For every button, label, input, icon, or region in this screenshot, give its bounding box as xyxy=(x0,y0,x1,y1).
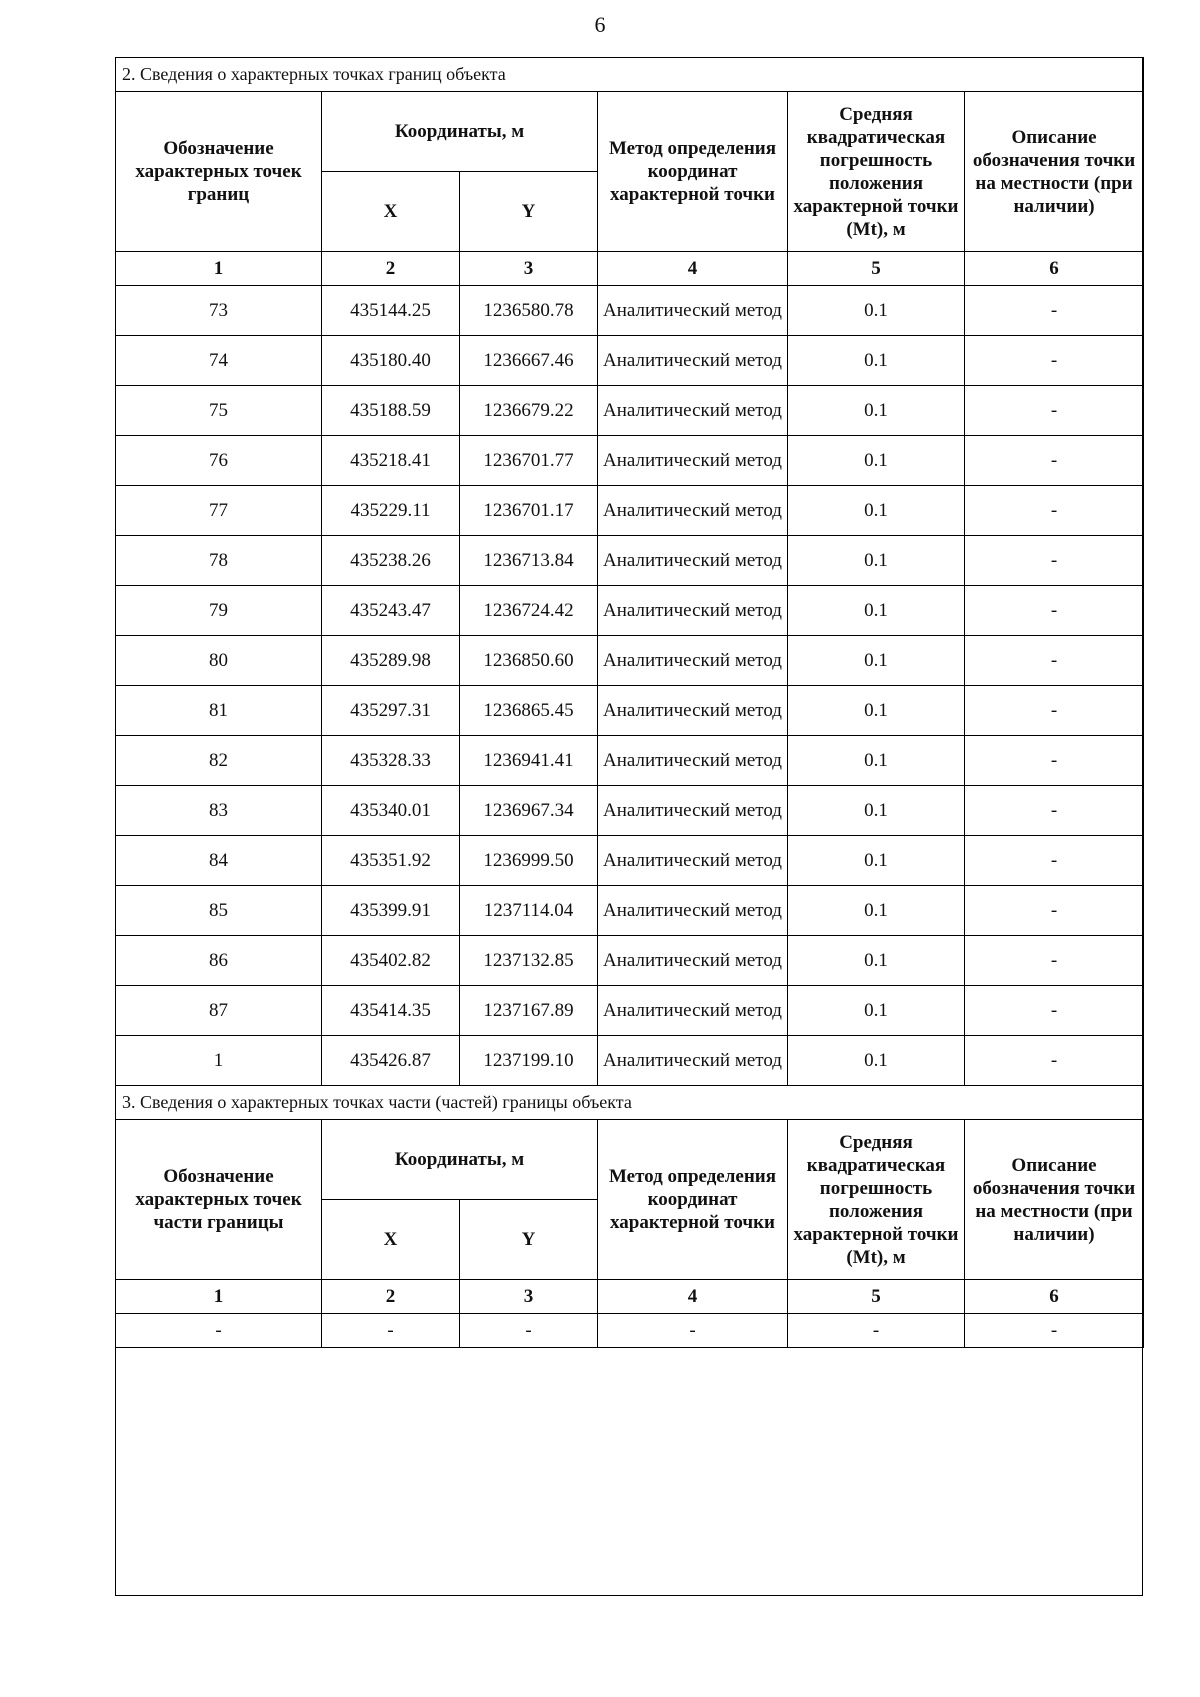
coordinate-y: 1236667.46 xyxy=(460,336,598,386)
section-2-title: 2. Сведения о характерных точках границ объекта xyxy=(116,58,1144,92)
coordinate-y: 1236967.34 xyxy=(460,786,598,836)
point-description: - xyxy=(965,1036,1144,1086)
mean-square-error: 0.1 xyxy=(788,536,965,586)
table-row xyxy=(116,1314,1144,1348)
coordinate-y: 1237167.89 xyxy=(460,986,598,1036)
coordinate-x: 435243.47 xyxy=(322,586,460,636)
method: Аналитический метод xyxy=(598,536,788,586)
coordinate-x: 435328.33 xyxy=(322,736,460,786)
point-description: - xyxy=(965,1314,1144,1348)
coordinate-y: 1236941.41 xyxy=(460,736,598,786)
coordinate-x: 435238.26 xyxy=(322,536,460,586)
point-designation: 85 xyxy=(116,886,322,936)
column-number: 6 xyxy=(965,1280,1144,1314)
method: Аналитический метод xyxy=(598,636,788,686)
point-description: - xyxy=(965,536,1144,586)
table-row xyxy=(116,786,1144,836)
method: Аналитический метод xyxy=(598,486,788,536)
mean-square-error: 0.1 xyxy=(788,986,965,1036)
table-row xyxy=(116,686,1144,736)
point-description: - xyxy=(965,886,1144,936)
coordinate-y: 1237114.04 xyxy=(460,886,598,936)
coordinate-x: 435297.31 xyxy=(322,686,460,736)
point-designation: 87 xyxy=(116,986,322,1036)
coordinate-y: 1236580.78 xyxy=(460,286,598,336)
point-description: - xyxy=(965,686,1144,736)
point-description: - xyxy=(965,736,1144,786)
coordinate-x: 435229.11 xyxy=(322,486,460,536)
method: Аналитический метод xyxy=(598,286,788,336)
point-designation: 74 xyxy=(116,336,322,386)
coordinate-x: 435426.87 xyxy=(322,1036,460,1086)
method: Аналитический метод xyxy=(598,336,788,386)
coordinate-x: - xyxy=(322,1314,460,1348)
point-designation: 75 xyxy=(116,386,322,436)
table-row xyxy=(116,286,1144,336)
mean-square-error: 0.1 xyxy=(788,786,965,836)
point-designation: 76 xyxy=(116,436,322,486)
method: Аналитический метод xyxy=(598,436,788,486)
mean-square-error: 0.1 xyxy=(788,436,965,486)
header-y: Y xyxy=(460,172,598,252)
method: Аналитический метод xyxy=(598,586,788,636)
mean-square-error: 0.1 xyxy=(788,286,965,336)
header-point: Обозначение характерных точек границ xyxy=(116,92,322,252)
method: Аналитический метод xyxy=(598,686,788,736)
table-row xyxy=(116,836,1144,886)
table-row xyxy=(116,536,1144,586)
table-row xyxy=(116,486,1144,536)
method: Аналитический метод xyxy=(598,986,788,1036)
point-designation: 78 xyxy=(116,536,322,586)
coordinate-x: 435289.98 xyxy=(322,636,460,686)
method: Аналитический метод xyxy=(598,936,788,986)
coordinate-y: 1236713.84 xyxy=(460,536,598,586)
point-description: - xyxy=(965,636,1144,686)
point-description: - xyxy=(965,836,1144,886)
coordinate-x: 435351.92 xyxy=(322,836,460,886)
point-description: - xyxy=(965,436,1144,486)
header-description: Описание обозначения точки на местности (при наличии) xyxy=(965,92,1144,252)
coordinate-x: 435340.01 xyxy=(322,786,460,836)
coordinate-y: 1237199.10 xyxy=(460,1036,598,1086)
method: Аналитический метод xyxy=(598,786,788,836)
point-designation: 80 xyxy=(116,636,322,686)
point-description: - xyxy=(965,286,1144,336)
column-number: 2 xyxy=(322,252,460,286)
table-row xyxy=(116,586,1144,636)
point-designation: 79 xyxy=(116,586,322,636)
mean-square-error: 0.1 xyxy=(788,686,965,736)
column-number: 5 xyxy=(788,1280,965,1314)
point-designation: 77 xyxy=(116,486,322,536)
header-coords: Координаты, м xyxy=(322,92,598,172)
coordinate-y: 1236679.22 xyxy=(460,386,598,436)
coordinate-x: 435402.82 xyxy=(322,936,460,986)
header-method: Метод определения координат характерной точки xyxy=(598,1120,788,1280)
method: Аналитический метод xyxy=(598,386,788,436)
point-description: - xyxy=(965,386,1144,436)
coordinate-y: 1237132.85 xyxy=(460,936,598,986)
column-number: 6 xyxy=(965,252,1144,286)
coordinate-x: 435399.91 xyxy=(322,886,460,936)
table-row xyxy=(116,936,1144,986)
header-error: Средняя квадратическая погрешность положения характерной точки (Mt), м xyxy=(788,1120,965,1280)
point-designation: 82 xyxy=(116,736,322,786)
column-number: 2 xyxy=(322,1280,460,1314)
table-row xyxy=(116,636,1144,686)
table-row xyxy=(116,386,1144,436)
header-error: Средняя квадратическая погрешность положения характерной точки (Mt), м xyxy=(788,92,965,252)
point-designation: 86 xyxy=(116,936,322,986)
mean-square-error: 0.1 xyxy=(788,886,965,936)
header-coords: Координаты, м xyxy=(322,1120,598,1200)
table-row xyxy=(116,736,1144,786)
header-y: Y xyxy=(460,1200,598,1280)
column-number: 4 xyxy=(598,1280,788,1314)
mean-square-error: 0.1 xyxy=(788,486,965,536)
section-3-title: 3. Сведения о характерных точках части (частей) границы объекта xyxy=(116,1086,1144,1120)
point-description: - xyxy=(965,986,1144,1036)
coordinate-x: 435414.35 xyxy=(322,986,460,1036)
mean-square-error: 0.1 xyxy=(788,936,965,986)
table-row xyxy=(116,1036,1144,1086)
column-number: 3 xyxy=(460,252,598,286)
point-description: - xyxy=(965,586,1144,636)
header-description: Описание обозначения точки на местности (при наличии) xyxy=(965,1120,1144,1280)
method: Аналитический метод xyxy=(598,736,788,786)
coordinate-x: 435218.41 xyxy=(322,436,460,486)
point-description: - xyxy=(965,486,1144,536)
point-designation: 73 xyxy=(116,286,322,336)
mean-square-error: 0.1 xyxy=(788,336,965,386)
point-description: - xyxy=(965,786,1144,836)
table-row xyxy=(116,436,1144,486)
column-number: 3 xyxy=(460,1280,598,1314)
mean-square-error: - xyxy=(788,1314,965,1348)
point-designation: 1 xyxy=(116,1036,322,1086)
boundary-points-table xyxy=(115,57,1144,1086)
coordinate-x: 435180.40 xyxy=(322,336,460,386)
coordinate-x: 435144.25 xyxy=(322,286,460,336)
coordinate-y: 1236999.50 xyxy=(460,836,598,886)
method: - xyxy=(598,1314,788,1348)
column-number: 4 xyxy=(598,252,788,286)
mean-square-error: 0.1 xyxy=(788,836,965,886)
point-designation: 83 xyxy=(116,786,322,836)
header-x: X xyxy=(322,172,460,252)
table-row xyxy=(116,986,1144,1036)
point-designation: 81 xyxy=(116,686,322,736)
mean-square-error: 0.1 xyxy=(788,1036,965,1086)
column-number: 1 xyxy=(116,252,322,286)
method: Аналитический метод xyxy=(598,1036,788,1086)
method: Аналитический метод xyxy=(598,886,788,936)
coordinate-y: 1236701.77 xyxy=(460,436,598,486)
column-number: 5 xyxy=(788,252,965,286)
page-number: 6 xyxy=(594,12,606,37)
mean-square-error: 0.1 xyxy=(788,636,965,686)
coordinate-y: 1236724.42 xyxy=(460,586,598,636)
coordinate-y: 1236865.45 xyxy=(460,686,598,736)
header-method: Метод определения координат характерной точки xyxy=(598,92,788,252)
point-description: - xyxy=(965,936,1144,986)
coordinate-y: 1236701.17 xyxy=(460,486,598,536)
point-designation: 84 xyxy=(116,836,322,886)
method: Аналитический метод xyxy=(598,836,788,886)
part-boundary-points-table xyxy=(115,1085,1144,1348)
coordinate-y: 1236850.60 xyxy=(460,636,598,686)
mean-square-error: 0.1 xyxy=(788,586,965,636)
table-row xyxy=(116,886,1144,936)
point-designation: - xyxy=(116,1314,322,1348)
coordinate-y: - xyxy=(460,1314,598,1348)
point-description: - xyxy=(965,336,1144,386)
mean-square-error: 0.1 xyxy=(788,386,965,436)
table-row xyxy=(116,336,1144,386)
header-point: Обозначение характерных точек части границы xyxy=(116,1120,322,1280)
coordinate-x: 435188.59 xyxy=(322,386,460,436)
column-number: 1 xyxy=(116,1280,322,1314)
mean-square-error: 0.1 xyxy=(788,736,965,786)
header-x: X xyxy=(322,1200,460,1280)
